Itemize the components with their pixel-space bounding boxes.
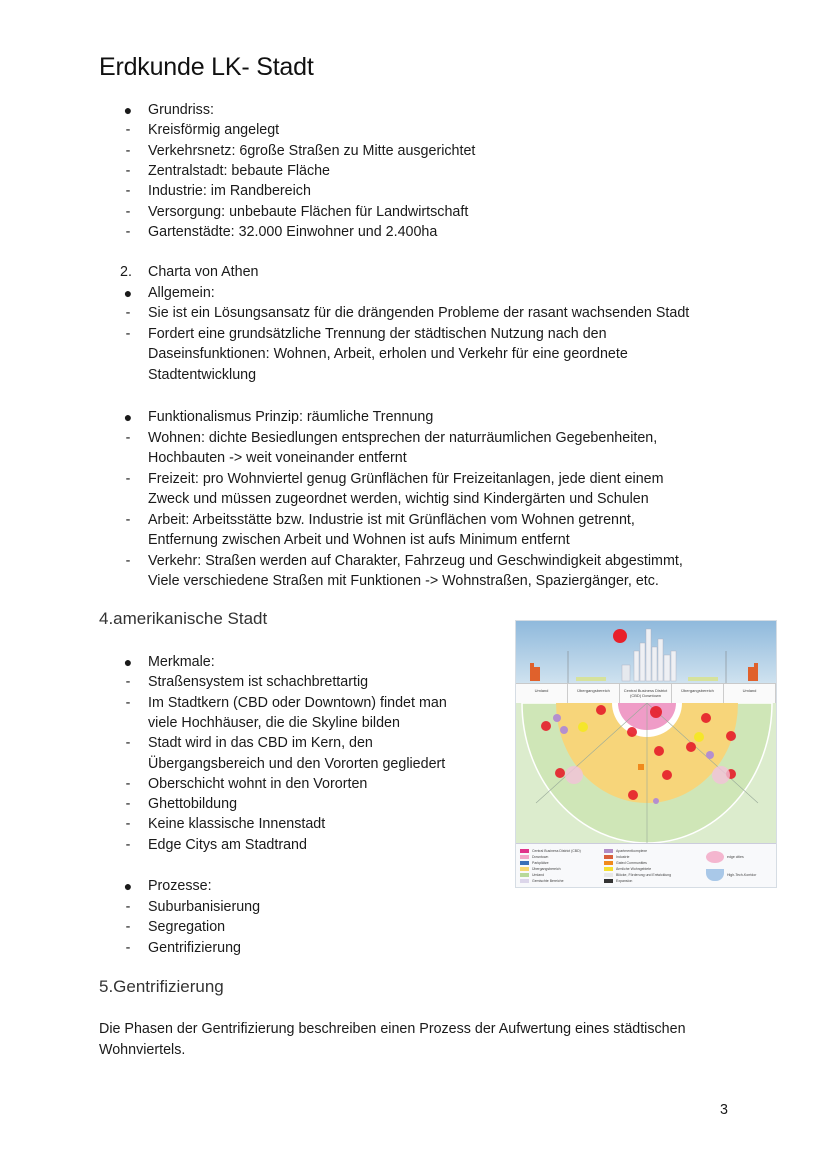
list-item-text: Gartenstädte: 32.000 Einwohner und 2.400ha — [148, 223, 438, 240]
list-item-text: Oberschicht wohnt in den Vororten — [148, 775, 368, 792]
list-item-text: Allgemein: — [148, 284, 215, 301]
dash-marker: - — [125, 470, 131, 487]
bullet-icon: ● — [123, 102, 133, 118]
number-marker: 2. — [120, 264, 132, 280]
legend-swatch-icon — [604, 873, 613, 877]
dash-marker: - — [125, 203, 131, 220]
paragraph-line: Die Phasen der Gentrifizierung beschreiben einen Prozess der Aufwertung eines städtischen — [99, 1021, 686, 1037]
zone-label: Central Business District (CBD) Downtown — [620, 684, 672, 704]
list-item-text: Entfernung zwischen Arbeit und Wohnen ist aufs Minimum entfernt — [148, 532, 570, 548]
legend-label: High-Tech-Korridor — [727, 873, 757, 877]
legend-swatch-icon — [520, 855, 529, 859]
dash-marker: - — [125, 735, 131, 752]
dash-marker: - — [125, 836, 131, 853]
dash-marker: - — [125, 183, 131, 200]
legend-swatch-icon — [604, 867, 613, 871]
list-item-text: Merkmale: — [148, 654, 215, 670]
zone-label: Umland — [724, 684, 776, 704]
legend-label: edge cities — [727, 855, 744, 859]
legend-label: Downtown — [532, 855, 549, 859]
list-item-text: Charta von Athen — [148, 264, 259, 280]
list-item-text: Prozesse: — [148, 878, 212, 894]
legend-label: Übergangsbereich — [532, 867, 561, 871]
list-item-text: Ghettobildung — [148, 796, 238, 813]
skyline-icon — [516, 621, 777, 683]
legend-swatch-icon — [520, 873, 529, 877]
bullet-icon: ● — [123, 654, 133, 670]
dash-marker: - — [125, 511, 131, 528]
concentric-zones-icon — [516, 703, 777, 843]
list-item-text: Zentralstadt: bebaute Fläche — [148, 162, 330, 179]
heading-amerikanische-stadt: 4.amerikanische Stadt — [99, 609, 268, 628]
legend-swatch-icon — [604, 855, 613, 859]
list-item-text: Versorgung: unbebaute Flächen für Landwirtschaft — [148, 203, 469, 220]
legend-swatch-icon — [520, 879, 529, 883]
list-item-text: Suburbanisierung — [148, 898, 261, 915]
dash-marker: - — [125, 305, 131, 321]
list-item-text: Segregation — [148, 919, 226, 935]
legend-column — [706, 848, 756, 884]
city-zone-map — [516, 703, 776, 843]
legend-swatch-icon — [520, 849, 529, 853]
dash-marker: - — [125, 919, 131, 935]
list-item-text: Gentrifizierung — [148, 939, 241, 956]
legend-column — [604, 848, 671, 884]
gentrifizierung-paragraph — [99, 1019, 739, 1061]
legend-swatch-icon — [520, 867, 529, 871]
legend-label: Central Business District (CBD) — [532, 849, 581, 853]
legend-item — [520, 878, 581, 884]
list-item-text: Viele verschiedene Straßen mit Funktionen -> Wohnstraßen, Spaziergänger, etc. — [148, 573, 659, 589]
list-item-text: Keine klassische Innenstadt — [148, 816, 326, 833]
dash-marker: - — [125, 223, 131, 240]
dash-marker: - — [125, 816, 131, 833]
paragraph-line: Wohnviertels. — [99, 1042, 186, 1058]
list-item-text: Funktionalismus Prinzip: räumliche Trennung — [148, 409, 434, 425]
dash-marker: - — [125, 939, 131, 956]
legend-label: Ärmliche Wohngebiete — [616, 867, 652, 871]
list-item-text: Verkehr: Straßen werden auf Charakter, Fahrzeug und Geschwindigkeit abgestimmt, — [148, 552, 683, 569]
list-item-text: Grundriss: — [148, 102, 214, 118]
legend-label: Umland — [532, 873, 545, 877]
list-item-text: Kreisförmig angelegt — [148, 122, 280, 139]
legend-swatch-icon — [604, 849, 613, 853]
dash-marker: - — [125, 162, 131, 179]
legend-label: Parkplätze — [532, 861, 549, 865]
legend-label: Gated Communities — [616, 861, 647, 865]
legend-item — [706, 848, 756, 866]
zone-label: Übergangsbereich — [672, 684, 724, 704]
dash-marker: - — [125, 325, 131, 342]
list-item-text: Edge Citys am Stadtrand — [148, 836, 307, 853]
list-item-text: Daseinsfunktionen: Wohnen, Arbeit, erholen und Verkehr für eine geordnete — [148, 346, 628, 362]
dash-marker: - — [125, 429, 131, 446]
legend-swatch-icon — [706, 851, 724, 863]
list-item-text: Fordert eine grundsätzliche Trennung der städtischen Nutzung nach den — [148, 325, 607, 342]
zone-label: Umland — [516, 684, 568, 704]
american-city-model-diagram — [515, 620, 777, 888]
legend-item — [604, 878, 671, 884]
legend-label: Gemischte Bereiche — [532, 879, 564, 883]
legend-item — [706, 866, 756, 884]
dash-marker: - — [125, 898, 131, 915]
zone-labels — [516, 683, 776, 705]
dash-marker: - — [125, 122, 131, 139]
heading-gentrifizierung: 5.Gentrifizierung — [99, 977, 224, 996]
list-item-text: Wohnen: dichte Besiedlungen entsprechen der naturräumlichen Gegebenheiten, — [148, 429, 658, 446]
dash-marker: - — [125, 694, 131, 711]
list-item-text: Zweck und müssen zugeordnet werden, wichtig sind Kindergärten und Schulen — [148, 491, 649, 507]
dash-marker: - — [125, 142, 131, 159]
legend-label: Blöcke, Förderung und Entwicklung — [616, 873, 672, 877]
page-number: 3 — [720, 1102, 728, 1118]
list-item-text: Im Stadtkern (CBD oder Downtown) findet man — [148, 694, 447, 711]
dash-marker: - — [125, 552, 131, 569]
list-item-text: Straßensystem ist schachbrettartig — [148, 674, 369, 691]
list-item-text: Freizeit: pro Wohnviertel genug Grünflächen für Freizeitanlagen, jede dient einem — [148, 470, 664, 487]
legend-swatch-icon — [604, 879, 613, 883]
list-item-text: Stadtentwicklung — [148, 366, 257, 383]
diagram-legend — [516, 843, 776, 888]
dash-marker: - — [125, 775, 131, 792]
legend-column — [520, 848, 581, 884]
list-item-text: Arbeit: Arbeitsstätte bzw. Industrie ist mit Grünflächen vom Wohnen getrennt, — [148, 511, 635, 528]
zone-label: Übergangsbereich — [568, 684, 620, 704]
dash-marker: - — [125, 796, 131, 813]
list-item-text: Stadt wird in das CBD im Kern, den — [148, 735, 373, 752]
skyline-profile — [516, 621, 776, 683]
legend-label: Apartmentkomplexe — [616, 849, 648, 853]
dash-marker: - — [125, 674, 131, 691]
list-item-text: Übergangsbereich und den Vororten gegliedert — [148, 755, 446, 772]
bullet-icon: ● — [123, 409, 133, 425]
list-item-text: Sie ist ein Lösungsansatz für die drängenden Probleme der rasant wachsenden Stadt — [148, 305, 690, 321]
legend-swatch-icon — [520, 861, 529, 865]
legend-label: Expansion — [616, 879, 633, 883]
list-item-text: Verkehrsnetz: 6große Straßen zu Mitte ausgerichtet — [148, 142, 476, 159]
list-item-text: Hochbauten -> weit voneinander entfernt — [148, 450, 407, 466]
legend-swatch-icon — [604, 861, 613, 865]
page-title: Erdkunde LK- Stadt — [99, 53, 314, 81]
bullet-icon: ● — [123, 284, 133, 301]
bullet-icon: ● — [123, 878, 133, 894]
legend-label: Industrie — [616, 855, 630, 859]
list-item-text: viele Hochhäuser, die die Skyline bilden — [148, 714, 400, 731]
legend-swatch-icon — [706, 869, 724, 881]
list-item-text: Industrie: im Randbereich — [148, 183, 311, 200]
